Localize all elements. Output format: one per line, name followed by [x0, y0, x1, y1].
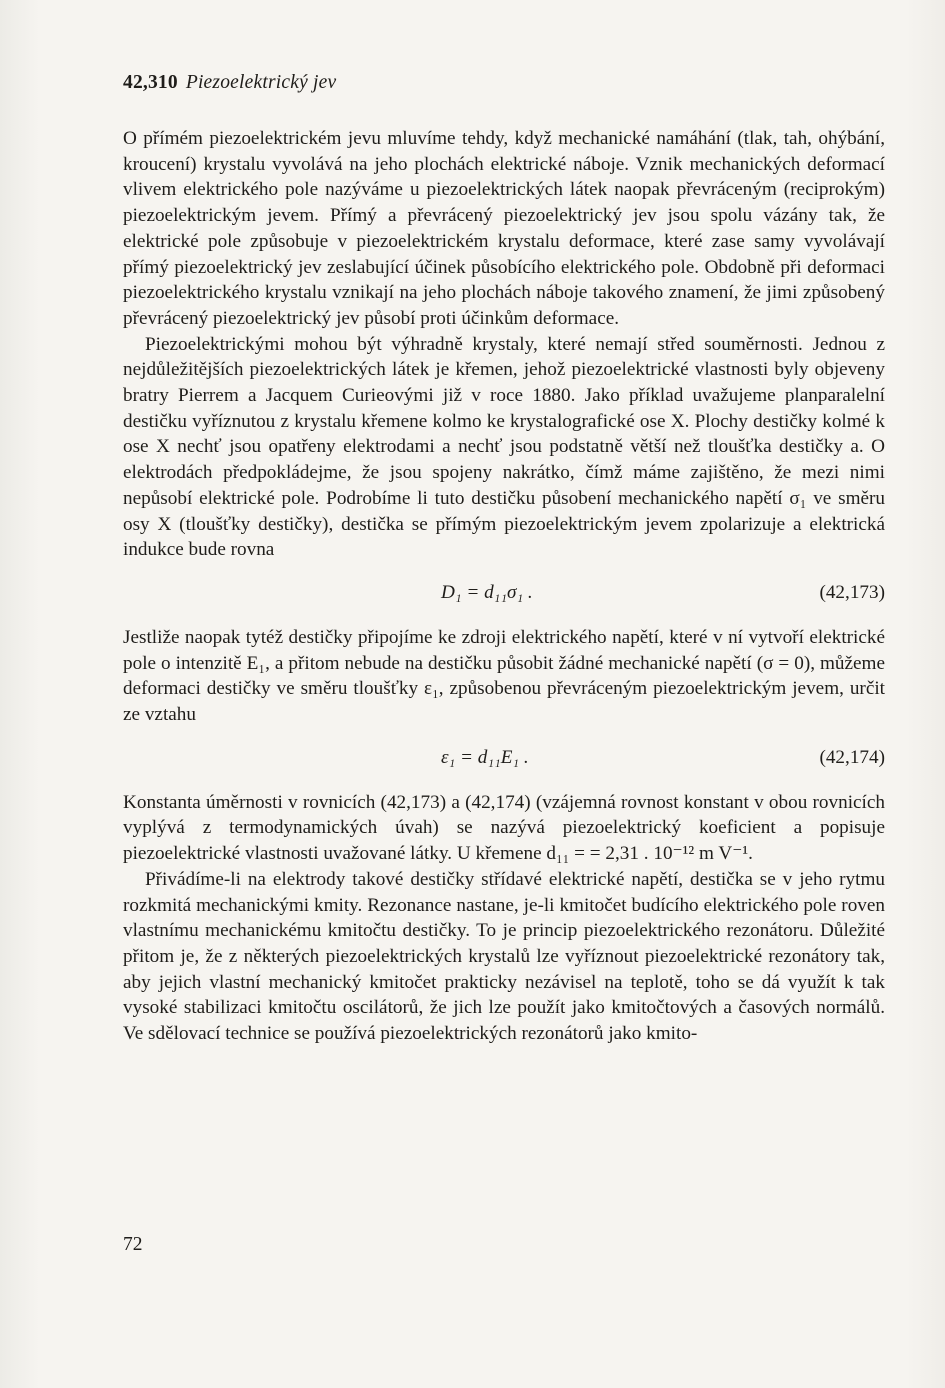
running-header — [123, 72, 336, 94]
equation-number: (42,173) — [819, 581, 885, 603]
equation-42-173 — [123, 563, 885, 625]
paragraph-3: Jestliže naopak tytéž destičky připojíme ke zdroji elektrického napětí, které v ní vytvoří elektrické pole o intenzitě E₁, a přitom nebude na destičku působit žádné mechanické napětí (σ = 0), můžeme deformaci destičky ve směru tloušťky ε₁, způsobenou převráceným piezoelektrickým jevem, určit ze vztahu — [123, 626, 885, 726]
body-text — [123, 126, 885, 1047]
equation-formula: D₁ = d₁₁σ₁ . — [441, 581, 533, 603]
equation-formula: ε₁ = d₁₁E₁ . — [441, 746, 529, 768]
paragraph-5: Přivádíme-li na elektrody takové destičky střídavé elektrické napětí, destička se v jeho rytmu rozkmitá mechanickými kmity. Rezonance nastane, je-li kmitočet budícího elektrického pole roven vlastnímu mechanickému kmitočtu destičky. To je princip piezoelektrického rezonátoru. Důležité přitom je, že z některých piezoelektrických krystalů lze vyříznout piezoelektrické rezonátory tak, aby jejich vlastní mechanický kmitočet prakticky nezávisel na teplotě, toho se dá využít k tak vysoké stabilizaci kmitočtu oscilátorů, že jich lze použít jako kmitočtových a časových normálů. Ve sdělovací technice se používá piezoelektrických rezonátorů jako kmito- — [123, 868, 885, 1045]
paragraph-2: Piezoelektrickými mohou být výhradně krystaly, které nemají střed souměrnosti. Jednou z nejdůležitějších piezoelektrických látek je křemen, jehož piezoelektrické vlastnosti byly objeveny bratry Pierrem a Jacquem Curieovými již v roce 1880. Jako příklad uvažujeme planparalelní destičku vyříznutou z krystalu křemene kolmo ke krystalografické ose X. Plochy destičky kolmé k ose X nechť jsou opatřeny elektrodami a nechť jsou podstatně větší než tloušťka destičky a. O elektrodách předpokládejme, že jsou spojeny nakrátko, čímž máme zajištěno, že mezi nimi nepůsobí elektrické pole. Podrobíme li tuto destičku působení mechanického napětí σ₁ ve směru osy X (tloušťky destičky), destička se přímým piezoelektrickým jevem zpolarizuje a elektrická indukce bude rovna — [123, 333, 885, 561]
equation-42-174 — [123, 728, 885, 790]
paragraph-1: O přímém piezoelektrickém jevu mluvíme tehdy, když mechanické namáhání (tlak, tah, ohýbání, kroucení) krystalu vyvolává na jeho plochách elektrické náboje. Vznik mechanických deformací vlivem elektrického pole nazýváme u piezoelektrických látek naopak převráceným (reciprokým) piezoelektrickým jevem. Přímý a převrácený piezoelektrický jev jsou spolu vázány tak, že elektrické pole způsobuje v piezoelektrickém krystalu deformace, které zase samy vyvolávají přímý piezoelektrický jev zeslabující účinek působícího elektrického pole. Obdobně při deformaci piezoelektrického krystalu vznikají na jeho plochách náboje takového znamení, že jimi způsobený převrácený piezoelektrický jev působí proti účinkům deformace. — [123, 128, 885, 329]
section-number: 42,310 — [123, 72, 178, 93]
equation-number: (42,174) — [819, 746, 885, 768]
paragraph-4: Konstanta úměrnosti v rovnicích (42,173) a (42,174) (vzájemná rovnost konstant v obou rovnicích vyplývá z termodynamických úvah) se nazývá piezoelektrický koeficient a popisuje piezoelektrické vlastnosti uvažované látky. U křemene d₁₁ = = 2,31 . 10⁻¹² m V⁻¹. — [123, 791, 885, 865]
page-number: 72 — [123, 1234, 143, 1255]
section-title: Piezoelektrický jev — [185, 72, 337, 93]
